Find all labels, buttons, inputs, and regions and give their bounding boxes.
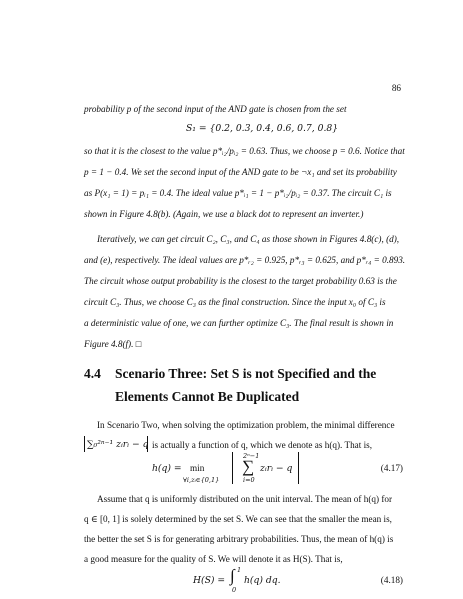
eq417-body: zᵢrᵢ − q — [260, 463, 293, 474]
p2-line-3: The circuit whose output probability is the closest to the target probability 0.63 is the — [84, 276, 397, 286]
eq417-sum-sign: ∑ — [242, 457, 255, 476]
section-title-line-1: Scenario Three: Set S is not Specified and the — [115, 366, 377, 381]
eq417-lhs: h(q) = — [152, 463, 182, 474]
eq417-bar-right — [298, 452, 299, 484]
eq417-number: (4.17) — [380, 463, 403, 473]
eq417-min: min — [190, 463, 205, 473]
p1-line-3: p = 1 − 0.4. We set the second input of the AND gate to be ¬x₁ and set its probability — [84, 167, 397, 177]
section-number: 4.4 — [84, 366, 101, 381]
eq418-number: (4.18) — [380, 575, 403, 585]
eq418-lhs: H(S) = — [193, 575, 226, 586]
p1-line-4: as P(x₁ = 1) = pᵢ₁ = 0.4. The ideal value p*ᵢ₁ = 1 − p*ᵢ₂/pᵢ₂ = 0.37. The circuit C₁ is — [84, 188, 392, 198]
page-number: 86 — [391, 83, 401, 93]
p4-line-3: the better the set S is for generating arbitrary probabilities. Thus, the mean of h(q) is — [84, 534, 394, 544]
eq418-int-top: 1 — [237, 566, 242, 574]
eq418-int-bot: 0 — [232, 586, 237, 594]
abs-bar-right — [147, 436, 148, 452]
p4-line-1: Assume that q is uniformly distributed on the unit interval. The mean of h(q) for — [97, 494, 393, 504]
eq417-bar-left — [232, 452, 233, 484]
eq417-sum-bot: i=0 — [243, 476, 255, 484]
p4-line-4: a good measure for the quality of S. We will denote it as H(S). That is, — [84, 554, 343, 564]
p3-line-1: In Scenario Two, when solving the optimization problem, the minimal difference — [97, 420, 395, 430]
p2-line-4: circuit C₃. Thus, we choose C₃ as the final construction. Since the input x₀ of C₃ is — [84, 297, 386, 307]
p1-line-1: probability p of the second input of the AND gate is chosen from the set — [84, 104, 347, 114]
p2-line-5: a deterministic value of one, we can further optimize C₃. The final result is shown in — [84, 318, 394, 328]
abs-bar-left — [84, 436, 85, 452]
eq417-min-sub: ∀i,zᵢ∈{0,1} — [183, 476, 220, 484]
p4-line-2: q ∈ [0, 1] is solely determined by the set S. We can see that the smaller the mean is, — [84, 514, 392, 524]
p2-line-1: Iteratively, we can get circuit C₂, C₃, and C₄ as those shown in Figures 4.8(c), (d), — [97, 234, 400, 244]
section-title-line-2: Elements Cannot Be Duplicated — [115, 389, 300, 404]
eq417-sum-top: 2ⁿ−1 — [243, 452, 260, 460]
p1-line-5: shown in Figure 4.8(b). (Again, we use a black dot to represent an inverter.) — [84, 209, 364, 219]
p3-line-2: is actually a function of q, which we denote as h(q). That is, — [152, 440, 373, 450]
p3-inline-math: ∑₀²ⁿ⁻¹ zᵢrᵢ − q — [87, 439, 149, 450]
p1-line-2: so that it is the closest to the value p*ᵢ₂/pᵢ₂ = 0.63. Thus, we choose p = 0.6. Notice that — [84, 146, 405, 156]
set-equation: S₁ = {0.2, 0.3, 0.4, 0.6, 0.7, 0.8} — [186, 123, 339, 134]
eq418-body: h(q) dq. — [244, 575, 281, 586]
eq418-integral-sign: ∫ — [230, 566, 235, 585]
p2-line-6: Figure 4.8(f). □ — [84, 339, 142, 349]
p2-line-2: and (e), respectively. The ideal values are p*ᵣ₂ = 0.925, p*ᵣ₃ = 0.625, and p*ᵣ₄ = 0.893. — [84, 255, 406, 265]
